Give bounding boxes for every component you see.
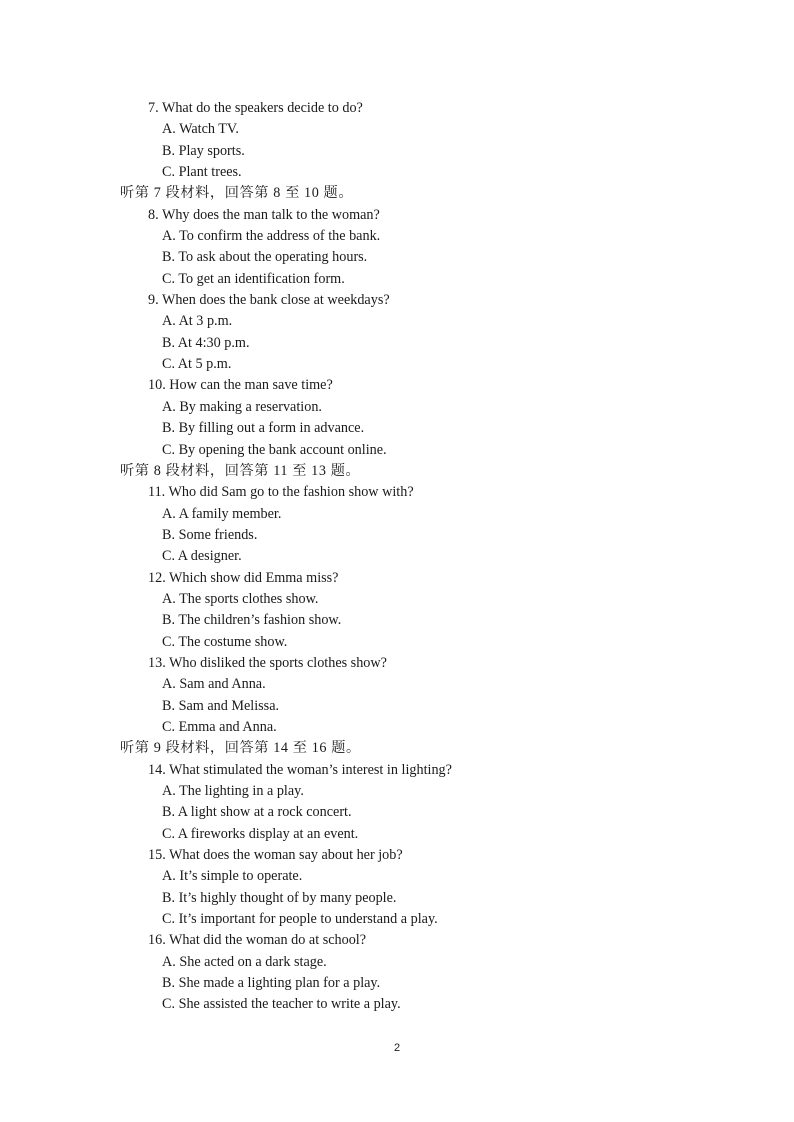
option-letter: C [162,718,172,735]
option-text: To get an identification form. [178,270,345,287]
question-7: 7. What do the speakers decide to do? [148,100,363,116]
question-text: What does the woman say about her job? [169,847,403,864]
option-text: A light show at a rock concert. [177,804,352,821]
question-text: What do the speakers decide to do? [161,100,363,116]
option-text: It’s simple to operate. [179,868,303,885]
option-11-c: C. A designer. [162,548,242,565]
option-text: At 4:30 p.m. [177,334,250,351]
exam-content [0,98,794,1016]
option-text: By making a reservation. [179,398,322,415]
option-14-c: C. A fireworks display at an event. [162,825,359,842]
option-text: The sports clothes show. [179,590,319,607]
question-text: Why does the man talk to the woman? [161,206,380,223]
option-text: She acted on a dark stage. [179,953,327,970]
option-10-a: A. By making a reservation. [162,398,322,415]
question-number: 11 [148,484,162,501]
option-15-c: C. It’s important for people to understand a play. [162,911,438,928]
option-letter: C [162,356,172,373]
option-13-a: A. Sam and Anna. [162,676,266,693]
option-text: A fireworks display at an event. [177,825,359,842]
option-text: By filling out a form in advance. [178,420,365,437]
option-12-c: C. The costume show. [162,633,288,650]
section-heading: 听第 7 段材料，回答第 8 至 10 题。 [120,185,354,202]
option-text: A designer. [177,548,242,565]
option-text: Play sports. [178,142,245,159]
option-letter: B [162,697,172,714]
question-number: 16 [148,932,163,949]
section-heading: 听第 9 段材料，回答第 14 至 16 题。 [120,740,361,757]
question-number: 7 [148,100,156,116]
page-number: 2 [393,1042,401,1054]
option-10-b: B. By filling out a form in advance. [162,420,365,437]
option-12-a: A. The sports clothes show. [162,590,319,607]
option-7-c: C. Plant trees. [162,164,242,181]
option-letter: A [162,676,173,693]
option-14-a: A. The lighting in a play. [162,783,304,799]
option-12-b: B. The children’s fashion show. [162,612,342,629]
option-8-a: A. To confirm the address of the bank. [162,228,381,245]
option-text: At 3 p.m. [178,313,233,330]
question-text: Who disliked the sports clothes show? [169,654,387,671]
option-letter: A [162,313,173,330]
option-letter: C [162,911,172,928]
question-13: 13. Who disliked the sports clothes show? [148,654,387,671]
option-text: The children’s fashion show. [178,612,342,629]
question-number: 8 [148,206,156,223]
option-letter: A [162,505,173,522]
option-13-b: B. Sam and Melissa. [162,697,280,714]
question-text: When does the bank close at weekdays? [161,292,390,309]
question-text: Who did Sam go to the fashion show with? [168,484,414,501]
question-text: Which show did Emma miss? [169,569,339,586]
option-letter: A [162,868,173,885]
option-letter: B [162,612,172,629]
option-letter: A [162,398,173,415]
question-11: 11. Who did Sam go to the fashion show with? [148,484,414,501]
option-text: Sam and Anna. [179,676,266,693]
option-letter: C [162,548,172,565]
option-13-c: C. Emma and Anna. [162,718,277,735]
option-letter: A [162,783,173,799]
question-number: 14 [148,761,163,778]
option-letter: B [162,249,172,266]
option-text: Sam and Melissa. [178,697,280,714]
option-14-b: B. A light show at a rock concert. [162,804,352,821]
question-10: 10. How can the man save time? [148,377,333,394]
option-16-a: A. She acted on a dark stage. [162,953,327,970]
option-letter: C [162,270,172,287]
option-15-b: B. It’s highly thought of by many people. [162,889,397,906]
option-text: Watch TV. [179,121,239,138]
option-letter: B [162,889,172,906]
question-number: 13 [148,654,163,671]
option-text: It’s highly thought of by many people. [178,889,397,906]
question-number: 9 [148,292,156,309]
question-9: 9. When does the bank close at weekdays? [148,292,390,309]
option-9-b: B. At 4:30 p.m. [162,334,250,351]
option-text: Emma and Anna. [178,718,277,735]
option-11-b: B. Some friends. [162,526,258,543]
option-text: To ask about the operating hours. [178,249,368,266]
option-letter: A [162,953,173,970]
question-text: How can the man save time? [169,377,333,394]
option-text: Plant trees. [178,164,242,181]
option-letter: B [162,526,172,543]
option-letter: C [162,164,172,181]
option-letter: B [162,420,172,437]
question-text: What stimulated the woman’s interest in lighting? [169,761,452,778]
option-text: She assisted the teacher to write a play. [178,996,401,1013]
option-15-a: A. It’s simple to operate. [162,868,303,885]
section-heading: 听第 8 段材料，回答第 11 至 13 题。 [120,462,361,479]
question-16: 16. What did the woman do at school? [148,932,367,949]
question-12: 12. Which show did Emma miss? [148,569,339,586]
option-text: The costume show. [178,633,288,650]
option-letter: B [162,975,172,992]
option-text: By opening the bank account online. [178,441,387,458]
question-14: 14. What stimulated the woman’s interest in lighting? [148,761,452,778]
option-letter: C [162,825,172,842]
option-text: Some friends. [178,526,258,543]
question-text: What did the woman do at school? [169,932,367,949]
question-8: 8. Why does the man talk to the woman? [148,206,380,223]
option-text: To confirm the address of the bank. [179,228,381,245]
option-letter: A [162,590,173,607]
option-11-a: A. A family member. [162,505,282,522]
option-text: She made a lighting plan for a play. [178,975,381,992]
question-number: 15 [148,847,163,864]
option-letter: B [162,142,172,159]
option-text: At 5 p.m. [177,356,232,373]
option-text: It’s important for people to understand a play. [178,911,438,928]
question-number: 12 [148,569,163,586]
option-7-a: A. Watch TV. [162,121,239,138]
option-letter: B [162,804,172,821]
option-9-a: A. At 3 p.m. [162,313,233,330]
option-9-c: C. At 5 p.m. [162,356,232,373]
option-text: The lighting in a play. [179,783,304,799]
option-8-b: B. To ask about the operating hours. [162,249,368,266]
option-text: A family member. [178,505,282,522]
option-7-b: B. Play sports. [162,142,245,159]
option-letter: C [162,633,172,650]
option-letter: A [162,228,173,245]
option-letter: C [162,441,172,458]
question-15: 15. What does the woman say about her job? [148,847,403,864]
option-letter: A [162,121,173,138]
option-letter: B [162,334,172,351]
option-10-c: C. By opening the bank account online. [162,441,387,458]
option-letter: C [162,996,172,1013]
option-8-c: C. To get an identification form. [162,270,345,287]
option-16-b: B. She made a lighting plan for a play. [162,975,381,992]
option-16-c: C. She assisted the teacher to write a play. [162,996,401,1013]
question-number: 10 [148,377,163,394]
